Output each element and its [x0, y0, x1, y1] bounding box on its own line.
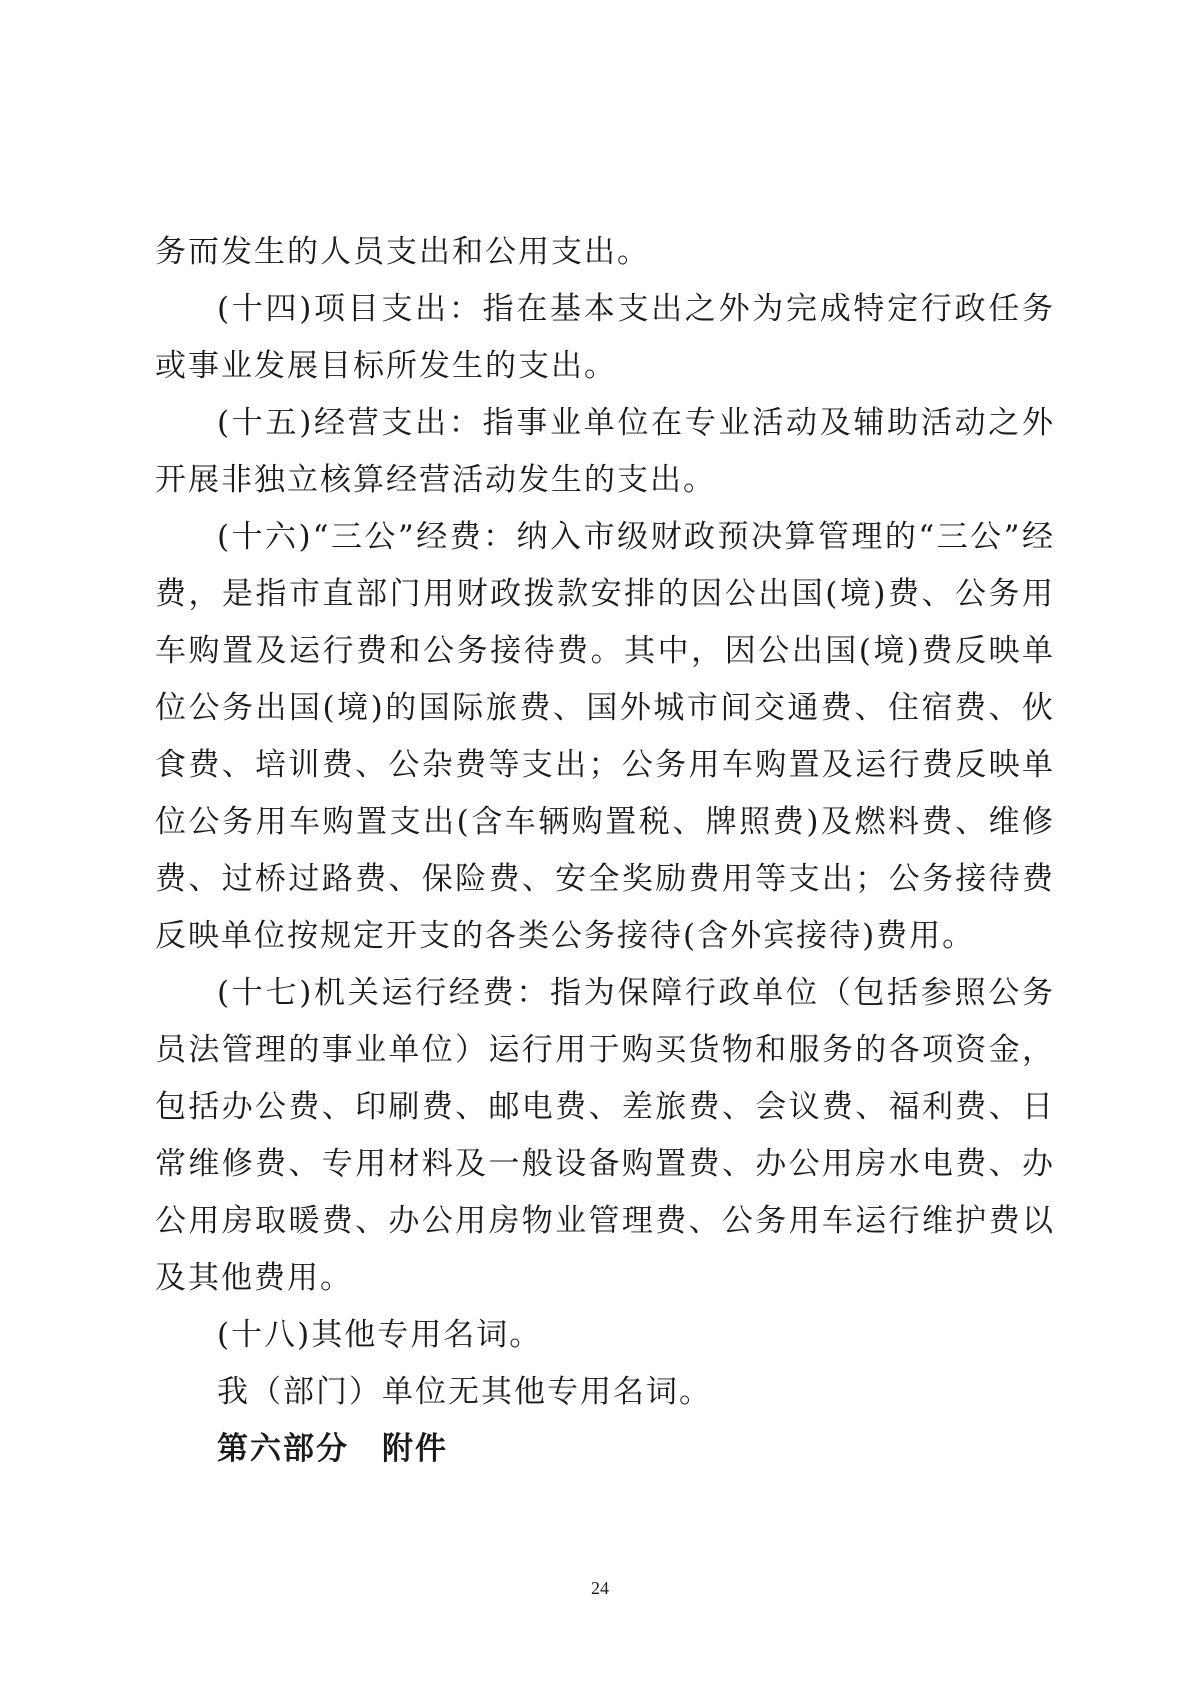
paragraph-project-expenditure: (十四)项目支出：指在基本支出之外为完成特定行政任务或事业发展目标所发生的支出。 — [155, 291, 1055, 384]
document-body — [155, 224, 1055, 1478]
paragraph-agency-operating-expenses: (十七)机关运行经费：指为保障行政单位（包括参照公务员法管理的事业单位）运行用于购买货物和服务的各项资金，包括办公费、印刷费、邮电费、差旅费、会议费、福利费、日常维修费、专用材料及一般设备购置费、办公用房水电费、办公用房取暖费、办公用房物业管理费、公务用车运行维护费以及其他费用。 — [155, 975, 1055, 1296]
paragraph-continuation: 务而发生的人员支出和公用支出。 — [155, 234, 650, 270]
paragraph-no-other-terms: 我（部门）单位无其他专用名词。 — [217, 1374, 712, 1410]
section-heading: 第六部分 附件 — [217, 1431, 448, 1467]
page-number: 24 — [591, 1578, 609, 1598]
paragraph-operating-expenditure: (十五)经营支出：指事业单位在专业活动及辅助活动之外开展非独立核算经营活动发生的支出。 — [155, 405, 1055, 498]
paragraph-three-public-expenses: (十六)“三公”经费：纳入市级财政预决算管理的“三公”经费，是指市直部门用财政拨款安排的因公出国(境)费、公务用车购置及运行费和公务接待费。其中，因公出国(境)费反映单位公务出国(境)的国际旅费、国外城市间交通费、住宿费、伙食费、培训费、公杂费等支出；公务用车购置及运行费反映单位公务用车购置支出(含车辆购置税、牌照费)及燃料费、维修费、过桥过路费、保险费、安全奖励费用等支出；公务接待费反映单位按规定开支的各类公务接待(含外宾接待)费用。 — [155, 519, 1055, 954]
paragraph-other-terms: (十八)其他专用名词。 — [217, 1317, 543, 1353]
